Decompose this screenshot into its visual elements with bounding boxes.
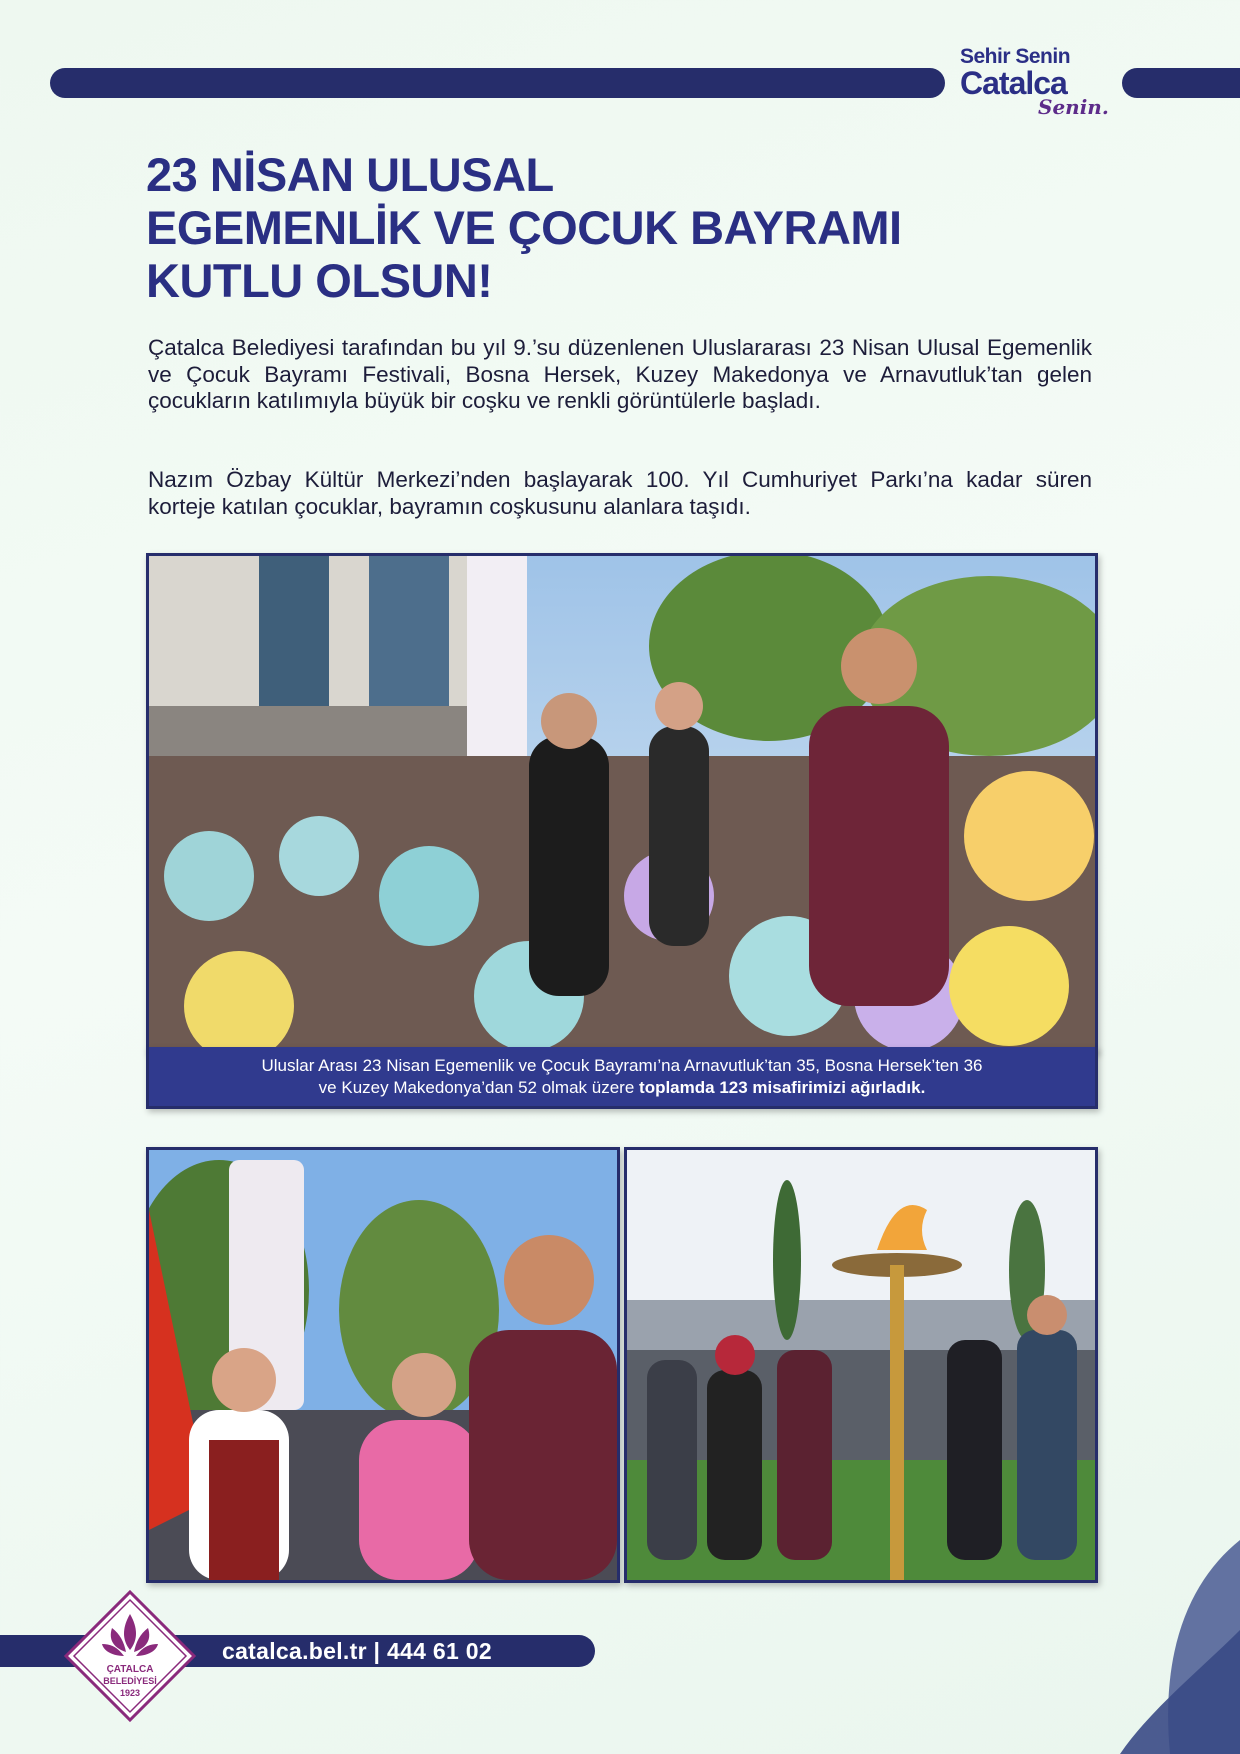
caption-line2 xyxy=(149,1077,1095,1099)
photo-bottom-right xyxy=(624,1147,1098,1583)
festival-crowd-image xyxy=(149,556,1095,1050)
logo-text-year: 1923 xyxy=(119,1688,141,1698)
logo-text-mid: BELEDİYESİ xyxy=(103,1676,157,1686)
brand-line3: Senin. xyxy=(1038,95,1109,119)
header-bar-left xyxy=(50,68,945,98)
page-title xyxy=(146,148,1106,307)
caption-bold: toplamda 123 misafirimizi ağırladık. xyxy=(639,1078,926,1097)
footer-contact[interactable]: catalca.bel.tr | 444 61 02 xyxy=(222,1638,492,1664)
photo-bottom-left xyxy=(146,1147,620,1583)
logo-text-top: ÇATALCA xyxy=(106,1664,154,1675)
torch-ceremony-image xyxy=(627,1150,1095,1580)
parade-image xyxy=(149,1150,617,1580)
main-photo xyxy=(146,553,1098,1053)
photo-caption xyxy=(146,1047,1098,1109)
brand-line2: Catalca xyxy=(960,65,1067,101)
decorative-leaf-icon xyxy=(1120,1520,1240,1754)
brand-logo xyxy=(960,45,1110,119)
municipality-logo xyxy=(62,1588,198,1724)
title-line3: KUTLU OLSUN! xyxy=(146,254,493,307)
brand-line1: Sehir Senin xyxy=(960,45,1071,68)
paragraph-2: Nazım Özbay Kültür Merkezi’nden başlayarak 100. Yıl Cumhuriyet Parkı’na kadar süren korteje katılan çocuklar, bayramın coşkusunu alanlara taşıdı. xyxy=(148,467,1092,519)
caption-line1: Uluslar Arası 23 Nisan Egemenlik ve Çocuk Bayramı’na Arnavutluk’tan 35, Bosna Hersek’ten 36 xyxy=(261,1056,983,1075)
title-line1: 23 NİSAN ULUSAL xyxy=(146,148,554,201)
header-bar-right xyxy=(1122,68,1240,98)
paragraph-1: Çatalca Belediyesi tarafından bu yıl 9.’su düzenlenen Uluslararası 23 Nisan Ulusal Egemenlik ve Çocuk Bayramı Festivali, Bosna Hersek, Kuzey Makedonya ve Arnavutluk’tan gelen çocukların katılımıyla büyük bir coşku ve renkli görüntülerle başladı. xyxy=(148,335,1092,413)
title-line2: EGEMENLİK VE ÇOCUK BAYRAMI xyxy=(146,201,902,254)
caption-line2-regular: ve Kuzey Makedonya’dan 52 olmak üzere xyxy=(318,1078,640,1097)
